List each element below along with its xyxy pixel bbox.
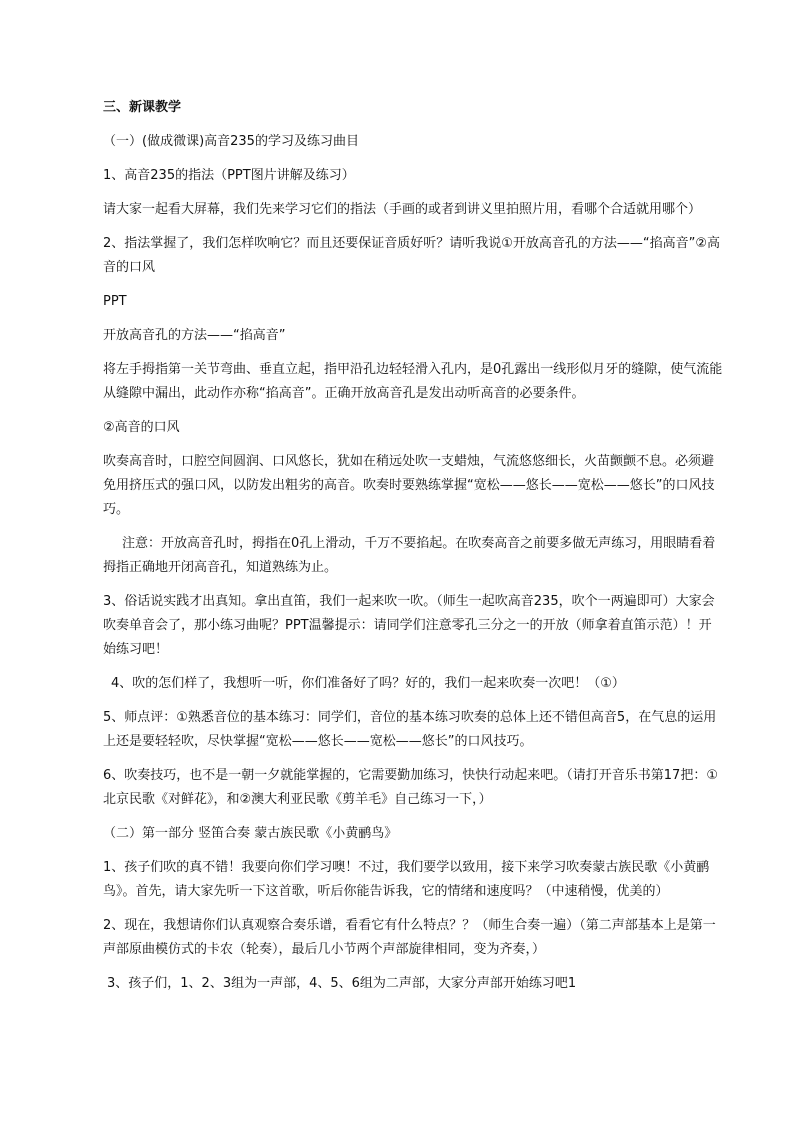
paragraph: 将左手拇指第一关节弯曲、垂直立起，指甲沿孔边轻轻滑入孔内，是0孔露出一线形似月牙的缝隙，使气流能从缝隙中漏出，此动作亦称“掐高音”。正确开放高音孔是发出动听高音的必要条件。: [103, 362, 723, 401]
paragraph: 5、师点评：①熟悉音位的基本练习：同学们，音位的基本练习吹奏的总体上还不错但高音5，在气息的运用上还是要轻轻吹，尽快掌握“宽松——悠长——宽松——悠长”的口风技巧。: [103, 710, 717, 749]
paragraph: 2、现在，我想请你们认真观察合奏乐谱，看看它有什么特点？？（师生合奏一遍）（第二声部基本上是第一声部原曲模仿式的卡农（轮奏），最后几小节两个声部旋律相同，变为齐奏，）: [103, 918, 716, 957]
paragraph: 2、指法掌握了，我们怎样吹响它？而且还要保证音质好听？请听我说①开放高音孔的方法——“掐高音”②高音的口风: [103, 236, 721, 275]
document-page: [103, 96, 723, 1006]
paragraph: 1、高音235的指法（PPT图片讲解及练习）: [103, 168, 355, 183]
paragraph: 吹奏高音时，口腔空间圆润、口风悠长，犹如在稍远处吹一支蜡烛，气流悠悠细长，火苗颤颤不息。必须避免用挤压式的强口风，以防发出粗劣的高音。吹奏时要熟练掌握“宽松——悠长——宽松——悠长”的口风技巧。: [103, 454, 715, 517]
paragraph: PPT: [103, 294, 127, 309]
paragraph: 3、孩子们，1、2、3组为一声部，4、5、6组为二声部，大家分声部开始练习吧1: [107, 976, 577, 991]
subsection-heading: （一）(做成微课)高音235的学习及练习曲目: [103, 134, 359, 149]
section-heading: 三、新课教学: [103, 100, 182, 115]
paragraph: 开放高音孔的方法——“掐高音”: [103, 328, 286, 343]
paragraph: 1、孩子们吹的真不错！我要向你们学习噢！不过，我们要学以致用，接下来学习吹奏蒙古族民歌《小黄鹂鸟》。首先，请大家先听一下这首歌，听后你能告诉我，它的情绪和速度吗？（中速稍慢，优美的）: [103, 860, 710, 899]
paragraph: 请大家一起看大屏幕，我们先来学习它们的指法（手画的或者到讲义里拍照片用，看哪个合适就用哪个）: [103, 202, 702, 217]
paragraph: 4、吹的怎们样了，我想听一听，你们准备好了吗？好的，我们一起来吹奏一次吧！（①）: [111, 676, 625, 691]
paragraph: 6、吹奏技巧，也不是一朝一夕就能掌握的，它需要勤加练习，快快行动起来吧。（请打开音乐书第17把：①北京民歌《对鲜花》，和②澳大利亚民歌《剪羊毛》自己练习一下，）: [103, 768, 718, 807]
paragraph: 3、俗话说实践才出真知。拿出直笛，我们一起来吹一吹。（师生一起吹高音235，吹个一两遍即可）大家会吹奏单音会了，那小练习曲呢？PPT温馨提示：请同学们注意零孔三分之一的开放（师拿着直笛示范）！开始练习吧！: [103, 594, 715, 657]
paragraph: 注意：开放高音孔时，拇指在0孔上滑动，千万不要掐起。在吹奏高音之前要多做无声练习，用眼睛看着拇指正确地开闭高音孔，知道熟练为止。: [103, 536, 716, 575]
subsection-heading: （二）第一部分 竖笛合奏 蒙古族民歌《小黄鹂鸟》: [103, 826, 398, 841]
paragraph: ②高音的口风: [103, 420, 180, 435]
